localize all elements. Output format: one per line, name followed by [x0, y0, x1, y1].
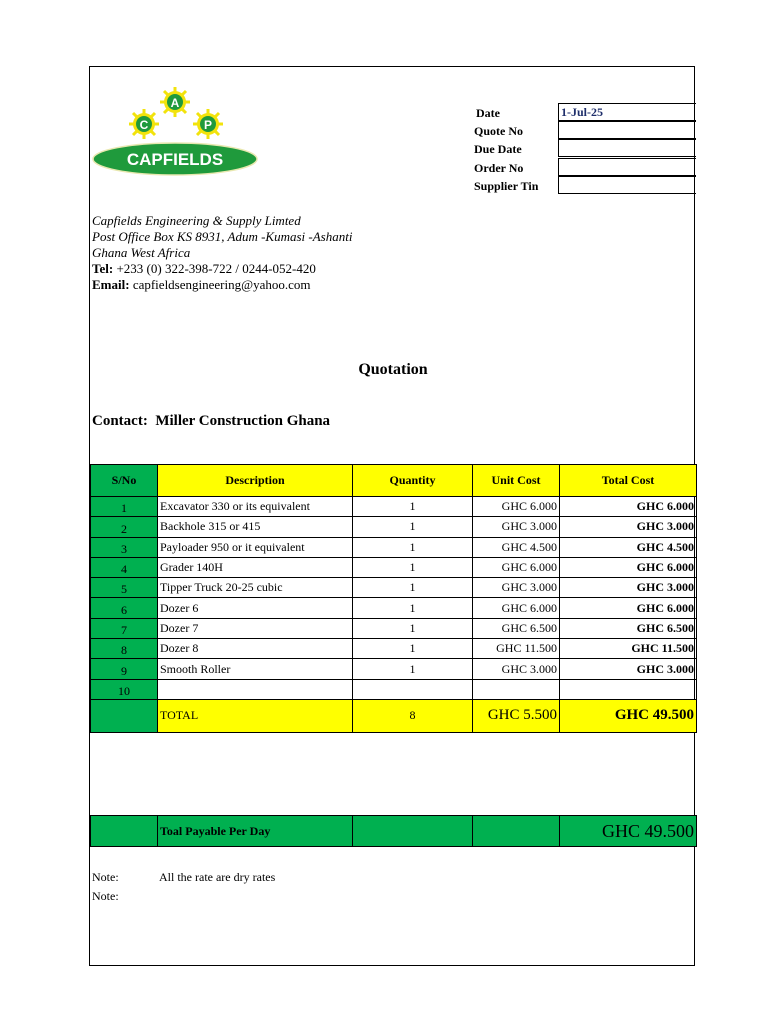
- row-description: Dozer 6: [158, 598, 353, 618]
- row-total-cost: [560, 679, 697, 699]
- total-total-cost: GHC 49.500: [560, 699, 697, 732]
- row-quantity: 1: [353, 578, 473, 598]
- payable-cell-empty: [353, 816, 473, 847]
- svg-text:A: A: [170, 96, 180, 110]
- quotation-page: [89, 66, 695, 966]
- row-quantity: 1: [353, 598, 473, 618]
- row-sno: 10: [91, 679, 158, 699]
- row-sno: 7: [91, 618, 158, 638]
- payable-cell-empty: [91, 816, 158, 847]
- note-text: All the rate are dry rates: [159, 870, 276, 884]
- table-row: [91, 659, 697, 679]
- row-description: Smooth Roller: [158, 659, 353, 679]
- row-unit-cost: GHC 3.000: [473, 659, 560, 679]
- company-po-box: Post Office Box KS 8931, Adum -Kumasi -Ashanti: [92, 229, 353, 244]
- company-country: Ghana West Africa: [92, 245, 191, 260]
- items-table: [90, 464, 697, 733]
- row-description: Payloader 950 or it equivalent: [158, 537, 353, 557]
- header-unit-cost: Unit Cost: [473, 465, 560, 497]
- row-sno: 9: [91, 659, 158, 679]
- row-description: Backhole 315 or 415: [158, 517, 353, 537]
- row-total-cost: GHC 3.000: [560, 517, 697, 537]
- due-date-field[interactable]: [558, 139, 696, 157]
- order-no-field[interactable]: [558, 158, 696, 176]
- svg-text:C: C: [139, 118, 149, 132]
- company-tel: Tel: +233 (0) 322-398-722 / 0244-052-420: [92, 261, 316, 276]
- row-description: Excavator 330 or its equivalent: [158, 497, 353, 517]
- note-label: Note:: [92, 889, 119, 903]
- row-quantity: 1: [353, 557, 473, 577]
- payable-table: [90, 815, 697, 847]
- table-row: [91, 639, 697, 659]
- row-unit-cost: GHC 6.000: [473, 598, 560, 618]
- company-email: Email: capfieldsengineering@yahoo.com: [92, 277, 311, 292]
- total-label: TOTAL: [158, 699, 353, 732]
- table-row: [91, 537, 697, 557]
- table-header: [91, 465, 697, 497]
- total-sno-cell: [91, 699, 158, 732]
- company-address: [92, 213, 352, 293]
- date-label: Date: [476, 106, 500, 120]
- due-date-label: Due Date: [474, 142, 522, 156]
- row-quantity: 1: [353, 659, 473, 679]
- table-row: [91, 557, 697, 577]
- row-quantity: 1: [353, 497, 473, 517]
- row-sno: 4: [91, 557, 158, 577]
- total-row: [91, 699, 697, 732]
- row-unit-cost: GHC 4.500: [473, 537, 560, 557]
- payable-cell-empty: [473, 816, 560, 847]
- row-total-cost: GHC 6.000: [560, 598, 697, 618]
- table-row: [91, 598, 697, 618]
- row-total-cost: GHC 3.000: [560, 578, 697, 598]
- payable-amount: GHC 49.500: [560, 816, 697, 847]
- row-total-cost: GHC 6.000: [560, 557, 697, 577]
- header-description: Description: [158, 465, 353, 497]
- contact-line: Contact: Miller Construction Ghana: [92, 413, 331, 429]
- sun-icon-p: [193, 109, 223, 139]
- table-row: [91, 618, 697, 638]
- row-total-cost: GHC 4.500: [560, 537, 697, 557]
- sun-icon-a: [160, 87, 190, 117]
- payable-label: Toal Payable Per Day: [158, 816, 353, 847]
- sun-icon-c: [129, 109, 159, 139]
- total-unit-cost: GHC 5.500: [473, 699, 560, 732]
- row-description: Grader 140H: [158, 557, 353, 577]
- row-unit-cost: GHC 6.500: [473, 618, 560, 638]
- row-unit-cost: GHC 6.000: [473, 497, 560, 517]
- row-total-cost: GHC 11.500: [560, 639, 697, 659]
- page-title: Quotation: [358, 361, 428, 378]
- payable-row: [91, 816, 697, 847]
- row-sno: 2: [91, 517, 158, 537]
- row-description: Dozer 8: [158, 639, 353, 659]
- row-quantity: 1: [353, 639, 473, 659]
- header-sno: S/No: [91, 465, 158, 497]
- row-total-cost: GHC 6.000: [560, 497, 697, 517]
- row-unit-cost: GHC 3.000: [473, 517, 560, 537]
- row-total-cost: GHC 3.000: [560, 659, 697, 679]
- date-field[interactable]: 1-Jul-25: [558, 103, 696, 121]
- row-sno: 3: [91, 537, 158, 557]
- row-description: [158, 679, 353, 699]
- row-quantity: 1: [353, 517, 473, 537]
- row-unit-cost: GHC 6.000: [473, 557, 560, 577]
- order-no-label: Order No: [474, 161, 524, 175]
- header-total-cost: Total Cost: [560, 465, 697, 497]
- row-sno: 8: [91, 639, 158, 659]
- supplier-tin-label: Supplier Tin: [474, 179, 539, 193]
- table-row: [91, 679, 697, 699]
- row-sno: 1: [91, 497, 158, 517]
- header-quantity: Quantity: [353, 465, 473, 497]
- quote-no-field[interactable]: [558, 121, 696, 139]
- capfields-logo: [92, 85, 258, 177]
- row-unit-cost: GHC 11.500: [473, 639, 560, 659]
- table-row: [91, 517, 697, 537]
- row-total-cost: GHC 6.500: [560, 618, 697, 638]
- row-description: Tipper Truck 20-25 cubic: [158, 578, 353, 598]
- supplier-tin-field[interactable]: [558, 176, 696, 194]
- row-sno: 6: [91, 598, 158, 618]
- table-row: [91, 578, 697, 598]
- row-unit-cost: [473, 679, 560, 699]
- total-quantity: 8: [353, 699, 473, 732]
- row-description: Dozer 7: [158, 618, 353, 638]
- note-label: Note:: [92, 870, 119, 884]
- quote-no-label: Quote No: [474, 124, 523, 138]
- row-quantity: [353, 679, 473, 699]
- company-name: Capfields Engineering & Supply Limted: [92, 213, 301, 228]
- row-sno: 5: [91, 578, 158, 598]
- row-unit-cost: GHC 3.000: [473, 578, 560, 598]
- svg-text:P: P: [203, 118, 213, 132]
- row-quantity: 1: [353, 537, 473, 557]
- row-quantity: 1: [353, 618, 473, 638]
- brand-name: CAPFIELDS: [126, 150, 224, 169]
- table-row: [91, 497, 697, 517]
